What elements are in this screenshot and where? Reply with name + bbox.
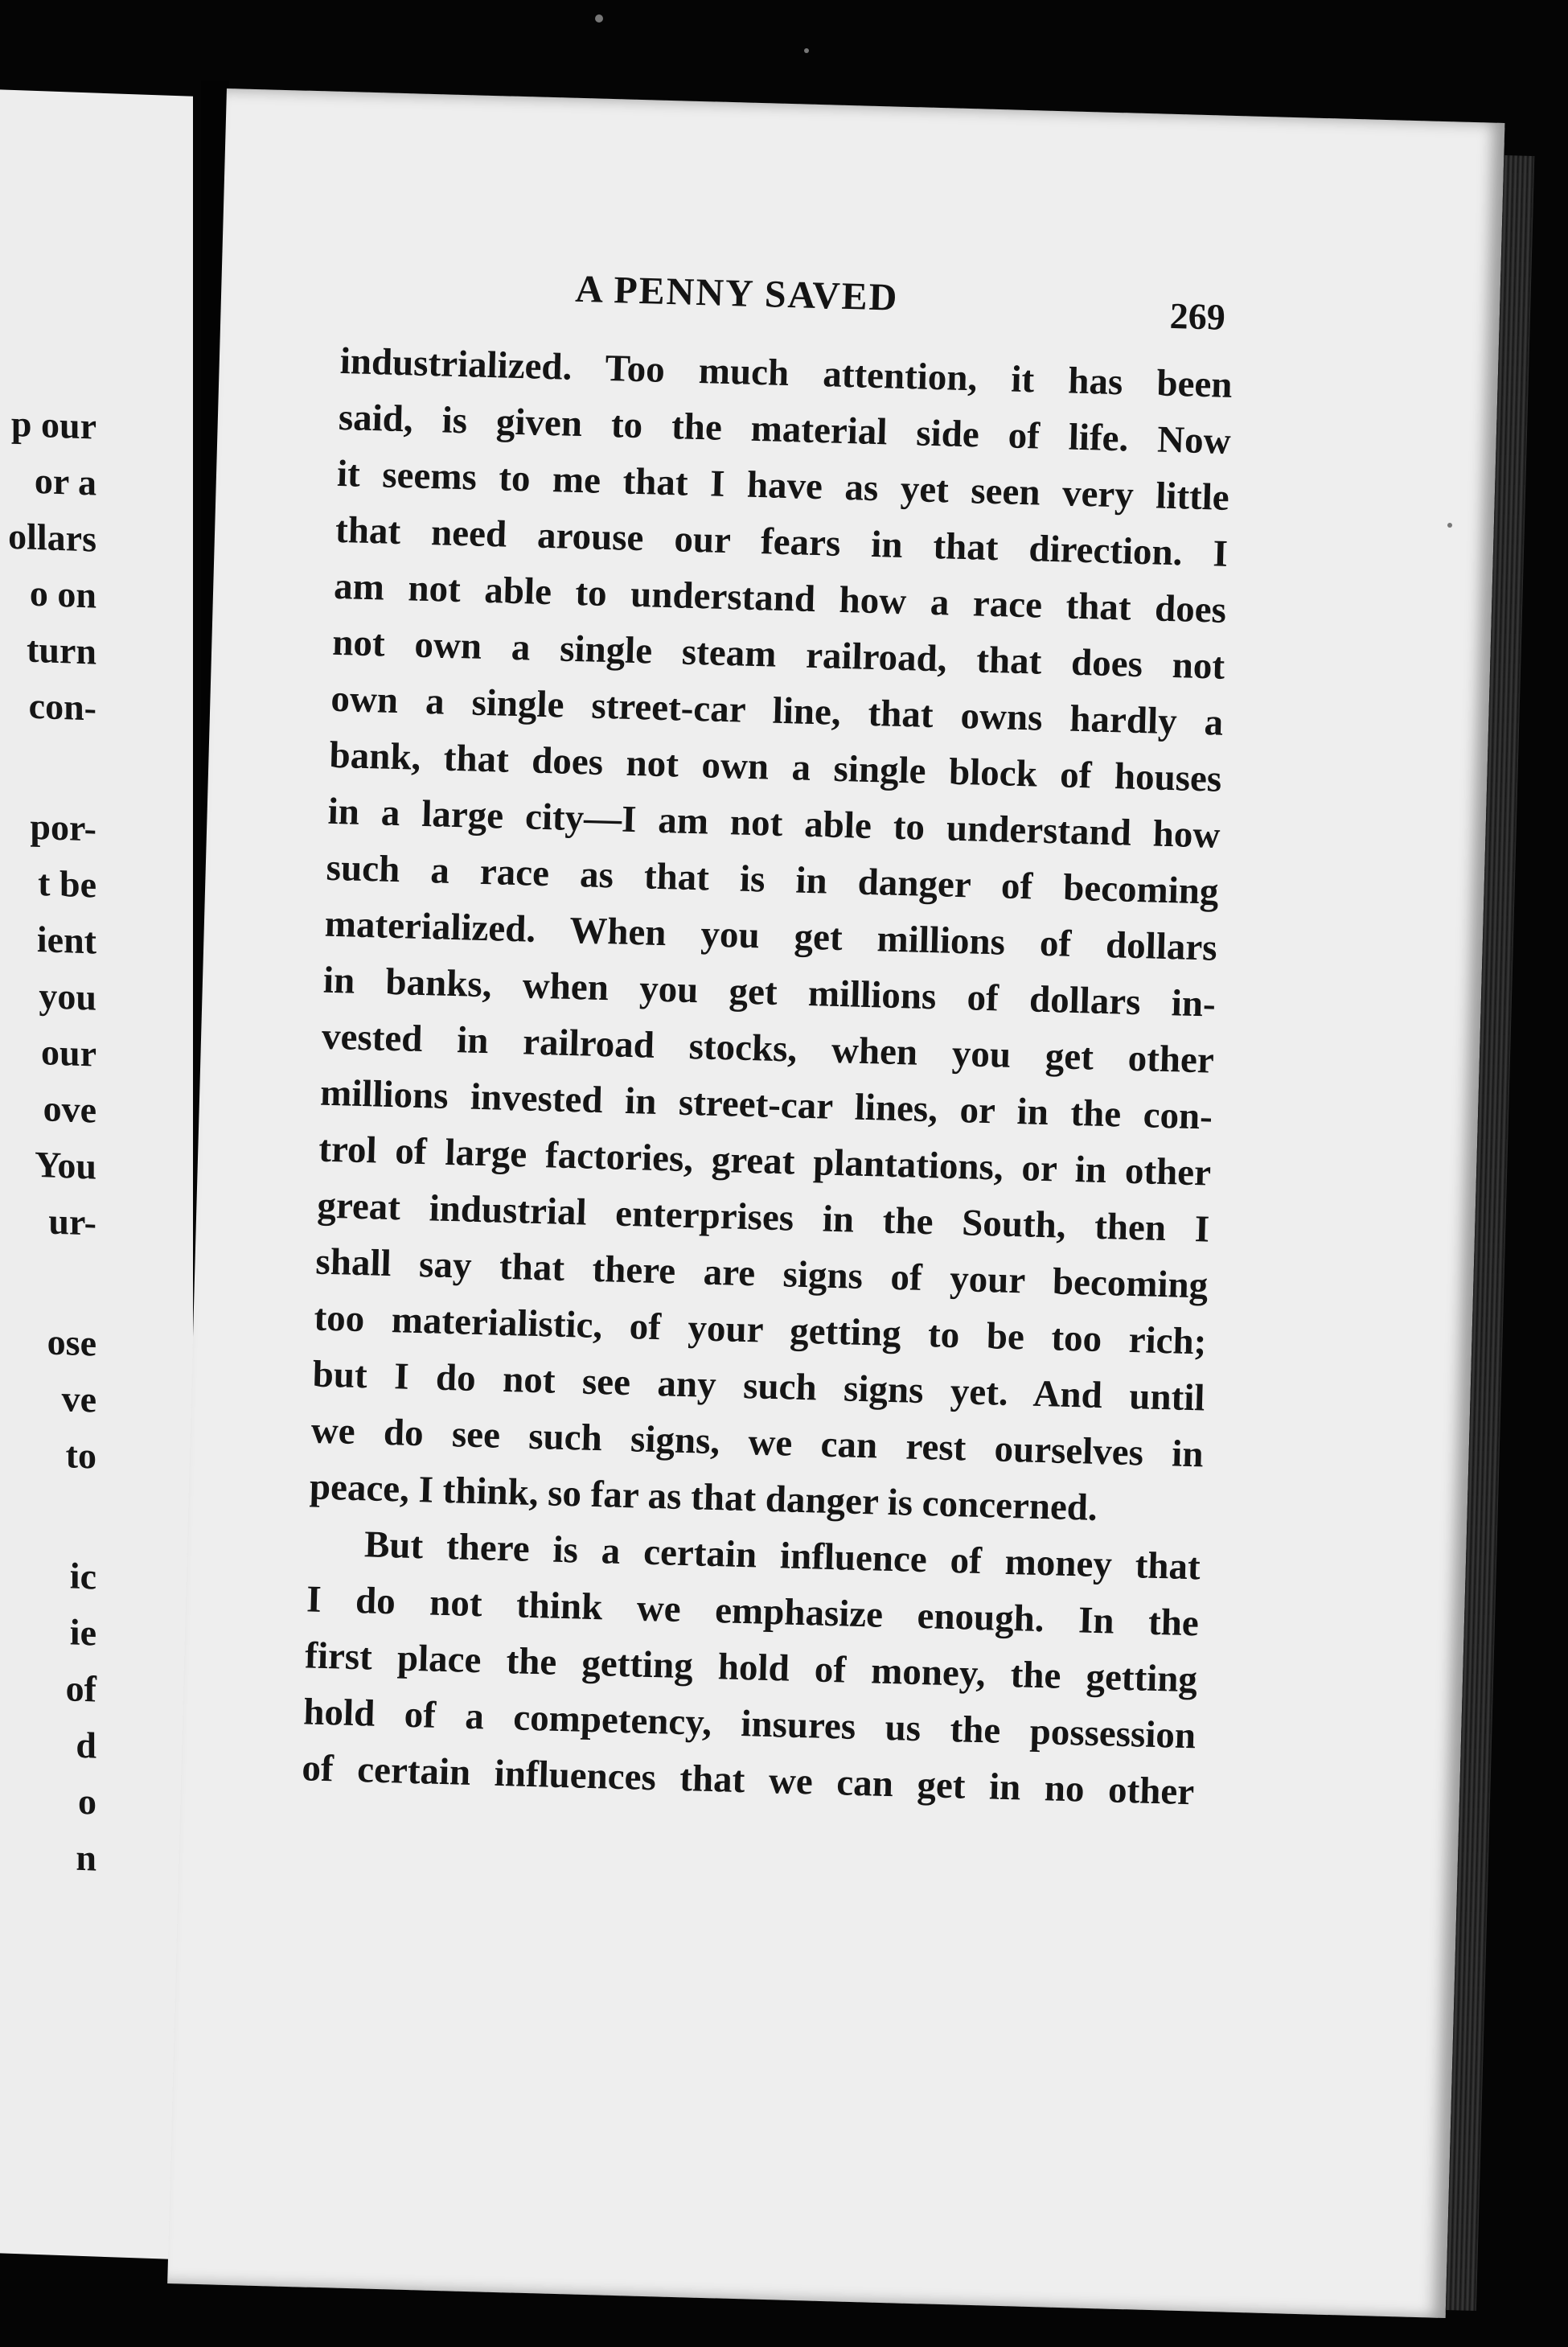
left-text-fragment: o <box>78 1780 96 1823</box>
text-line: vested in railroad stocks, when you get other <box>321 1015 1215 1082</box>
text-line: am not able to understand how a race that does <box>333 565 1227 631</box>
text-line: it seems to me that I have as yet seen very little <box>336 452 1230 519</box>
left-text-fragment: d <box>76 1724 96 1766</box>
running-head <box>221 257 1500 340</box>
text-line: in a large city—I am not able to understand how <box>327 790 1221 857</box>
scan-speck <box>595 14 603 23</box>
text-line: peace, I think, so far as that danger is concerned. <box>309 1465 1098 1529</box>
text-line: not own a single steam railroad, that does not <box>331 621 1225 688</box>
page-title: A PENNY SAVED <box>574 267 900 319</box>
text-line: I do not think we emphasize enough. In the <box>306 1578 1200 1645</box>
text-line: in banks, when you get millions of dollars in- <box>322 959 1217 1026</box>
body-text <box>302 333 1233 1820</box>
text-line: bank, that does not own a single block of houses <box>328 734 1222 800</box>
left-text-fragment: ove <box>43 1087 96 1131</box>
text-line: we do see such signs, we can rest ourselves in <box>310 1409 1205 1476</box>
left-text-fragment: ie <box>69 1611 96 1654</box>
left-text-fragment: turn <box>27 628 96 672</box>
text-line: industrialized. Too much attention, it has been <box>339 339 1233 406</box>
left-text-fragment: to <box>65 1434 96 1477</box>
text-line: trol of large factories, great plantations, or in other <box>318 1128 1212 1194</box>
text-line: But there is a certain influence of money that <box>363 1523 1201 1589</box>
text-line: millions invested in street-car lines, or in the con- <box>319 1071 1213 1138</box>
left-text-fragment: ose <box>47 1321 96 1364</box>
paragraph-gap <box>0 732 96 801</box>
left-text-fragment: our <box>41 1031 96 1075</box>
paragraph-gap <box>0 1247 96 1316</box>
left-text-fragment: ic <box>69 1555 96 1597</box>
left-text-fragment: por- <box>30 805 96 849</box>
text-line: first place the getting hold of money, the getting <box>304 1634 1198 1701</box>
page-edge <box>1446 155 1534 2311</box>
text-line: of certain influences that we can get in no other <box>301 1747 1195 1814</box>
left-page-text-fragments <box>0 394 96 1887</box>
paragraph-gap <box>0 1480 96 1549</box>
text-line: own a single street-car line, that owns hardly a <box>330 677 1224 744</box>
left-text-fragment: ollars <box>8 515 96 560</box>
page-number: 269 <box>1169 294 1226 338</box>
left-text-fragment: t be <box>38 862 96 906</box>
text-line: said, is given to the material side of life. Now <box>338 396 1232 462</box>
left-text-fragment: or a <box>34 459 96 504</box>
scan-speck <box>1447 523 1452 528</box>
left-text-fragment: o on <box>29 572 96 616</box>
text-line: hold of a competency, insures us the possession <box>302 1691 1197 1757</box>
text-line: materialized. When you get millions of dollars <box>324 902 1218 969</box>
text-line: great industrial enterprises in the South, then I <box>316 1184 1210 1251</box>
left-text-fragment: n <box>76 1836 96 1879</box>
left-text-fragment: ient <box>36 918 96 962</box>
left-text-fragment: ur- <box>48 1200 96 1243</box>
text-line: but I do not see any such signs yet. And until <box>312 1353 1206 1420</box>
scan-speck <box>804 48 809 53</box>
left-text-fragment: p our <box>10 402 96 447</box>
left-facing-page <box>0 88 193 2260</box>
left-text-fragment: con- <box>28 684 96 729</box>
text-line: shall say that there are signs of your becoming <box>314 1240 1209 1307</box>
text-line: such a race as that is in danger of becoming <box>326 846 1220 913</box>
right-page <box>167 88 1504 2318</box>
left-text-fragment: ve <box>61 1378 96 1420</box>
left-text-fragment: You <box>35 1143 96 1187</box>
text-line: that need arouse our fears in that direction. I <box>335 508 1229 575</box>
left-text-fragment: of <box>65 1667 96 1710</box>
text-line: too materialistic, of your getting to be too rich; <box>313 1297 1207 1363</box>
left-text-fragment: you <box>39 975 96 1018</box>
